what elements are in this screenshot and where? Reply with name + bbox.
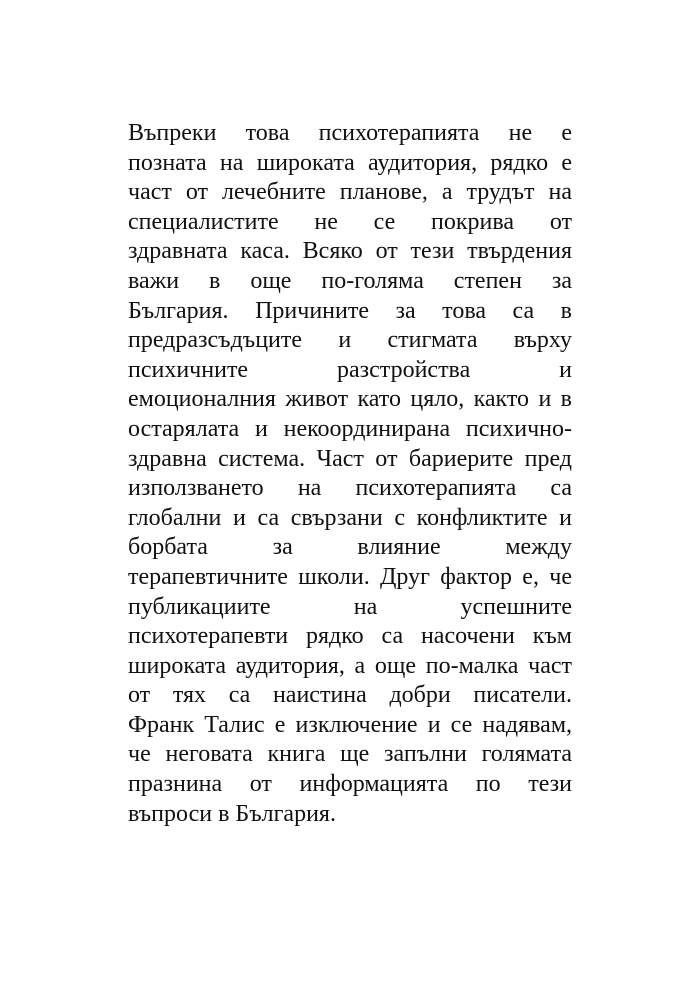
paragraph-line: България. Причините за това са в <box>128 297 572 324</box>
paragraph-line: Франк Талис е изключение и се надявам, <box>128 711 572 738</box>
paragraph-line: че неговата книга ще запълни голямата <box>128 741 572 768</box>
paragraph-line: терапевтичните школи. Друг фактор е, че <box>128 563 572 590</box>
paragraph-line: борбата за влияние между <box>128 534 572 561</box>
paragraph-line-last: въпроси в България. <box>128 800 336 827</box>
paragraph-line: от тях са наистина добри писатели. <box>128 682 572 709</box>
paragraph-line: Въпреки това психотерапията не е <box>128 120 572 146</box>
paragraph-line: глобални и са свързани с конфликтите и <box>128 504 572 531</box>
paragraph-line: психичните разстройства и <box>128 356 572 383</box>
paragraph-line: емоционалния живот като цяло, както и в <box>128 386 572 413</box>
paragraph-line: психотерапевти рядко са насочени към <box>128 623 572 650</box>
paragraph-line: позната на широката аудитория, рядко е <box>128 149 572 176</box>
paragraph-line: здравната каса. Всяко от тези твърдения <box>128 238 572 265</box>
paragraph-line: широката аудитория, а още по-малка част <box>128 652 572 679</box>
paragraph-line: здравна система. Част от бариерите пред <box>128 445 572 472</box>
paragraph-line: използването на психотерапията са <box>128 475 572 502</box>
paragraph-line: публикациите на успешните <box>128 593 572 620</box>
paragraph-line: част от лечебните планове, а трудът на <box>128 179 572 206</box>
paragraph-line: празнина от информацията по тези <box>128 771 572 798</box>
paragraph-line: предразсъдъците и стигмата върху <box>128 327 572 354</box>
paragraph-line: специалистите не се покрива от <box>128 208 572 235</box>
paragraph-line: важи в още по-голяма степен за <box>128 267 572 294</box>
paragraph-line: остарялата и некоординирана психично- <box>128 415 572 442</box>
body-paragraph <box>128 119 572 829</box>
